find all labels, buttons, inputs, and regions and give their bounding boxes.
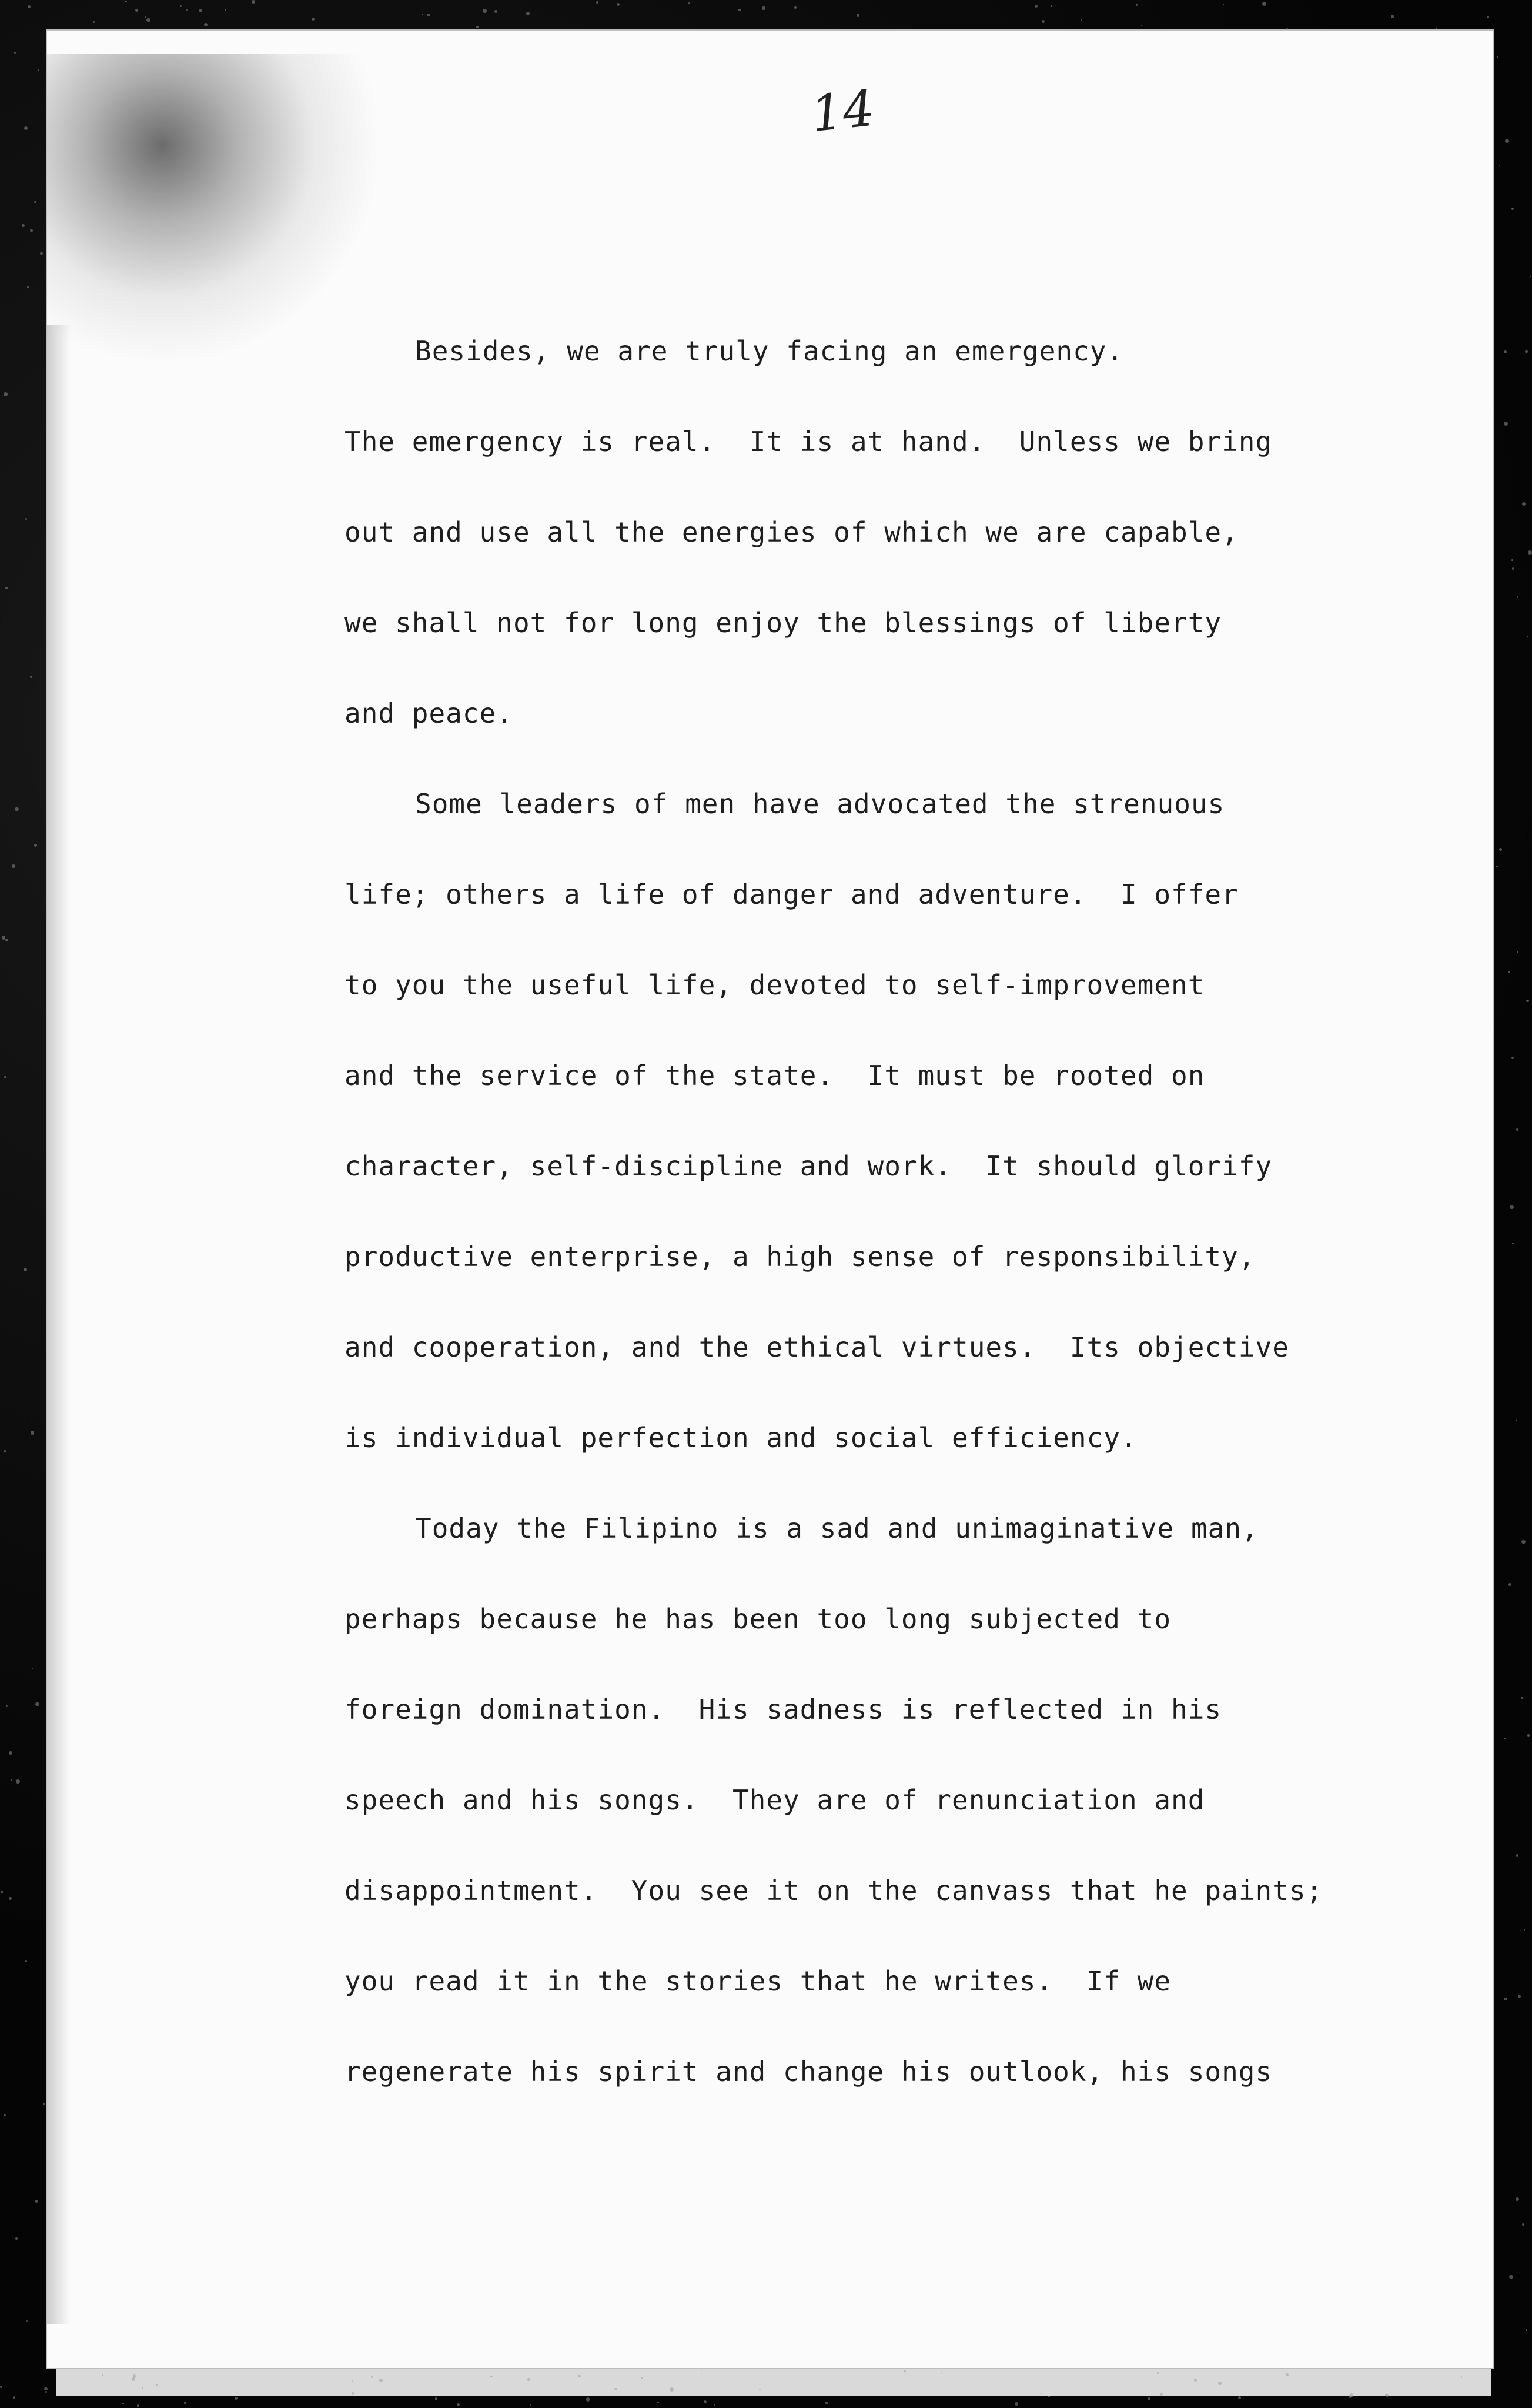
scan-speck <box>657 2402 659 2403</box>
scan-speck <box>1385 2394 1387 2396</box>
scan-speck <box>1530 276 1531 277</box>
scan-speck <box>9 1751 12 1755</box>
scan-speck <box>35 1702 39 1706</box>
scan-speck <box>122 2403 124 2405</box>
scan-speck <box>15 807 19 811</box>
scan-speck <box>1136 4 1138 5</box>
text-line: disappointment. You see it on the canvass that he paints; <box>344 1875 1323 1906</box>
scan-speck <box>1042 20 1045 23</box>
scan-speck <box>435 2397 438 2400</box>
scan-speck <box>5 939 8 941</box>
scan-speck <box>25 1960 27 1962</box>
scan-speck <box>180 5 182 7</box>
scan-speck <box>44 2387 48 2391</box>
text-line: to you the useful life, devoted to self-improvement <box>344 969 1205 1001</box>
scan-speck <box>1510 1205 1513 1209</box>
scan-speck <box>617 3 620 6</box>
scan-speck <box>235 2397 238 2400</box>
scan-speck <box>1526 2329 1527 2331</box>
scan-speck <box>1487 16 1489 18</box>
text-line: out and use all the energies of which we are capable, <box>344 516 1239 548</box>
scan-speck <box>1524 1929 1526 1931</box>
scan-speck <box>490 2376 492 2377</box>
scan-speck <box>759 2389 760 2390</box>
text-line: we shall not for long enjoy the blessings of liberty <box>344 607 1222 639</box>
text-line: Some leaders of men have advocated the strenuous <box>415 788 1225 820</box>
scan-speck <box>494 10 497 13</box>
scan-speck <box>125 1 127 2</box>
ink-smudge <box>47 54 376 360</box>
scan-speck <box>1223 4 1224 5</box>
scan-speck <box>422 14 423 15</box>
scan-speck <box>1508 1583 1512 1587</box>
scan-speck <box>1496 866 1498 867</box>
scan-speck <box>526 12 530 15</box>
scan-speck <box>1499 848 1502 851</box>
scan-speck <box>1286 28 1288 30</box>
scan-speck <box>1516 1420 1517 1421</box>
scan-speck <box>1051 5 1053 7</box>
scan-speck <box>5 587 8 589</box>
scan-speck <box>457 2403 460 2406</box>
scan-speck <box>578 2375 580 2377</box>
scan-speck <box>312 18 315 21</box>
scan-speck <box>40 252 42 255</box>
scan-speck <box>1511 559 1513 561</box>
scan-speck <box>1286 2373 1289 2376</box>
scan-speck <box>35 2200 38 2202</box>
scan-speck <box>1518 1995 1521 1998</box>
scan-speck <box>794 6 797 9</box>
scan-speck <box>1516 1128 1518 1131</box>
scan-speck <box>1521 1540 1526 1544</box>
scan-speck <box>25 518 27 520</box>
scan-speck <box>4 392 7 396</box>
scan-speck <box>1527 636 1528 638</box>
text-line: is individual perfection and social efficiency. <box>344 1422 1138 1454</box>
scan-speck <box>11 1779 12 1781</box>
scan-speck <box>1 1891 3 1893</box>
scan-speck <box>135 9 138 12</box>
scan-speck <box>904 2370 906 2372</box>
scan-speck <box>596 1 598 4</box>
scan-speck <box>1526 1000 1528 1002</box>
scan-speck <box>1141 25 1143 26</box>
scan-speck <box>14 52 16 54</box>
scan-speck <box>1517 951 1519 953</box>
scan-speck <box>1262 2 1266 6</box>
scan-speck <box>1504 1738 1506 1739</box>
scan-speck <box>427 14 430 16</box>
scan-speck <box>1350 2393 1354 2397</box>
scan-speck <box>1218 2382 1221 2384</box>
scan-speck <box>379 2379 383 2382</box>
scan-speck <box>24 1268 27 1271</box>
scan-speck <box>30 229 32 232</box>
scan-speck <box>4 1450 6 1452</box>
scan-speck <box>1522 2223 1524 2226</box>
scan-speck <box>4 1076 6 1078</box>
scan-speck <box>1499 165 1500 166</box>
text-line: and the service of the state. It must be rooted on <box>344 1060 1205 1091</box>
scan-speck <box>1238 2396 1241 2399</box>
scan-speck <box>1517 596 1518 597</box>
scan-speck <box>670 2387 674 2392</box>
scan-speck <box>1522 502 1526 506</box>
scan-speck <box>1157 2372 1159 2374</box>
scan-speck <box>1148 2397 1150 2400</box>
scan-speck <box>1527 1734 1530 1737</box>
scan-speck <box>137 2404 140 2407</box>
scan-speck <box>586 2397 590 2401</box>
text-line: The emergency is real. It is at hand. Unless we bring <box>344 426 1273 457</box>
scan-speck <box>1436 28 1437 29</box>
scan-speck <box>225 9 226 11</box>
scan-speck <box>13 2396 15 2399</box>
scan-speck <box>762 6 765 9</box>
scan-speck <box>1528 550 1532 555</box>
scan-speck <box>614 2388 617 2390</box>
scan-speck <box>1511 1057 1514 1059</box>
scan-speck <box>1194 2379 1196 2381</box>
scan-speck <box>184 2402 187 2404</box>
text-line: Today the Filipino is a sad and unimaginative man, <box>415 1512 1259 1544</box>
scan-speck <box>483 9 487 13</box>
scan-speck <box>1512 567 1514 569</box>
scan-speck <box>1391 15 1394 18</box>
scan-speck <box>12 864 15 868</box>
scan-speck <box>34 201 36 203</box>
scan-speck <box>857 14 859 16</box>
scan-speck <box>16 1779 19 1783</box>
text-line: foreign domination. His sadness is reflected in his <box>344 1694 1222 1725</box>
scan-speck <box>527 2378 530 2381</box>
scan-speck <box>9 1897 12 1900</box>
scan-speck <box>738 9 740 11</box>
scan-speck <box>825 2402 828 2404</box>
scan-speck <box>31 1431 34 1434</box>
text-line: perhaps because he has been too long subjected to <box>344 1603 1172 1635</box>
scan-speck <box>1525 350 1528 353</box>
scan-speck <box>186 9 188 11</box>
scan-speck <box>1504 1998 1507 2000</box>
scan-speck <box>530 2404 531 2406</box>
text-line: and peace. <box>344 697 513 729</box>
scan-speck <box>714 2404 715 2406</box>
scan-speck <box>45 2391 47 2393</box>
body-text <box>344 306 1461 2117</box>
text-line: regenerate his spirit and change his outlook, his songs <box>344 2056 1273 2088</box>
scan-speck <box>145 16 146 18</box>
scan-speck <box>102 2374 103 2376</box>
text-line: life; others a life of danger and adventure. I offer <box>344 879 1239 910</box>
scan-speck <box>1521 1697 1523 1699</box>
scan-speck <box>34 844 37 847</box>
scan-speck <box>1041 2393 1042 2394</box>
scan-speck <box>6 1705 8 1707</box>
text-line: character, self-discipline and work. It should glorify <box>344 1150 1273 1182</box>
scan-speck <box>252 0 255 4</box>
scan-speck <box>688 2 690 4</box>
scan-speck <box>1015 2402 1018 2406</box>
scan-speck <box>1081 19 1082 21</box>
text-line: productive enterprise, a high sense of responsibility, <box>344 1241 1256 1273</box>
scan-speck <box>1508 971 1510 973</box>
scan-speck <box>1035 5 1038 8</box>
scan-speck <box>1504 350 1507 353</box>
scan-speck <box>1516 1854 1519 1857</box>
scan-speck <box>27 286 29 288</box>
scan-speck <box>146 18 150 22</box>
scan-speck <box>199 9 202 13</box>
scan-speck <box>28 5 31 8</box>
scan-speck <box>22 224 25 227</box>
text-line: Besides, we are truly facing an emergency. <box>415 335 1124 367</box>
scan-speck <box>704 2400 707 2403</box>
text-line: you read it in the stories that he writes. If we <box>344 1965 1172 1997</box>
scan-speck <box>43 2103 45 2105</box>
scan-speck <box>0 2386 2 2388</box>
scan-speck <box>1511 208 1514 210</box>
scan-speck <box>1048 2396 1050 2397</box>
handwritten-page-number: 14 <box>808 79 877 143</box>
scan-speck <box>15 2237 18 2240</box>
text-line: speech and his songs. They are of renunciation and <box>344 1784 1205 1816</box>
scan-speck <box>142 2387 143 2389</box>
scan-speck <box>32 1668 33 1669</box>
scan-speck <box>204 23 208 26</box>
text-line: and cooperation, and the ethical virtues. Its objective <box>344 1331 1289 1363</box>
scan-speck <box>1516 2197 1519 2201</box>
scan-speck <box>38 69 40 71</box>
typewritten-page <box>47 31 1493 2368</box>
scan-speck <box>26 2320 28 2322</box>
scan-speck <box>1505 139 1509 143</box>
scan-speck <box>30 676 32 678</box>
scan-speck <box>476 26 479 28</box>
page-edge-wear <box>47 325 71 2324</box>
scan-speck <box>4 2114 6 2116</box>
scan-speck <box>24 126 28 130</box>
scan-speck <box>641 2377 643 2379</box>
scan-speck <box>1504 422 1508 426</box>
scan-speck <box>1497 56 1498 58</box>
scan-speck <box>93 21 95 24</box>
scan-speck <box>1509 2275 1513 2279</box>
scan-speck <box>1512 1243 1514 1245</box>
